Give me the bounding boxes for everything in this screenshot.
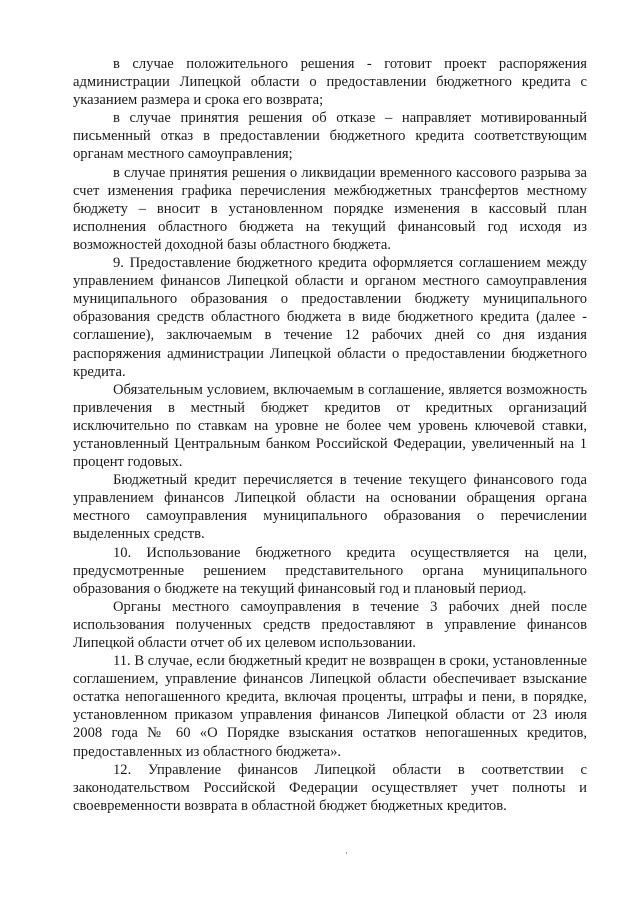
paragraph-item-9: 9. Предоставление бюджетного кредита оформляется соглашением между управлением финансов Липецкой области и органом местного самоуправления муниципального образования о предоставлении бюджету муниципального образования средств областного бюджета в виде бюджетного кредита (далее - соглашение), заключаемым в течение 12 рабочих дней со дня издания распоряжения администрации Липецкой области о предоставлении бюджетного кредита. [73, 255, 587, 380]
paragraph-item-11: 11. В случае, если бюджетный кредит не возвращен в сроки, установленные соглашением, управление финансов Липецкой области обеспечивает взыскание остатка непогашенного кредита, включая проценты, штрафы и пени, в порядке, установленном приказом управления финансов Липецкой области от 23 июля 2008 года № 60 «О Порядке взыскания остатков непогашенных кредитов, предоставленных из областного бюджета». [73, 653, 587, 760]
scan-speck [346, 852, 347, 854]
paragraph-item-10: 10. Использование бюджетного кредита осуществляется на цели, предусмотренные решением представительного органа муниципального образования о бюджете на текущий финансовый год и плановый период. [73, 544, 587, 597]
paragraph-refusal-decision: в случае принятия решения об отказе – направляет мотивированный письменный отказ в предоставлении бюджетного кредита соответствующим органам местного самоуправления; [73, 110, 587, 163]
paragraph-positive-decision: в случае положительного решения - готовит проект распоряжения администрации Липецкой области о предоставлении бюджетного кредита с указанием размера и срока его возврата; [73, 56, 587, 109]
paragraph-item-12: 12. Управление финансов Липецкой области в соответствии с законодательством Российской Федерации осуществляет учет полноты и своевременности возврата в областной бюджет бюджетных кредитов. [73, 761, 587, 814]
paragraph-cash-gap-decision: в случае принятия решения о ликвидации временного кассового разрыва за счет изменения графика перечисления межбюджетных трансфертов местному бюджету – вносит в установленном порядке изменения в кассовый план исполнения областного бюджета на текущий финансовый год исходя из возможностей доходной базы областного бюджета. [73, 164, 587, 253]
paragraph-mandatory-condition: Обязательным условием, включаемым в соглашение, является возможность привлечения в местный бюджет кредитов от кредитных организаций исключительно по ставкам на уровне не более чем уровень ключевой ставки, установленный Центральным банком Российской Федерации, увеличенный на 1 процент годовых. [73, 381, 587, 471]
paragraph-credit-transfer: Бюджетный кредит перечисляется в течение текущего финансового года управлением финансов Липецкой области на основании обращения органа местного самоуправления муниципального образования о перечислении выделенных средств. [73, 472, 587, 543]
document-body [73, 55, 587, 815]
paragraph-usage-report: Органы местного самоуправления в течение 3 рабочих дней после использования полученных средств предоставляют в управление финансов Липецкой области отчет об их целевом использовании. [73, 598, 587, 651]
